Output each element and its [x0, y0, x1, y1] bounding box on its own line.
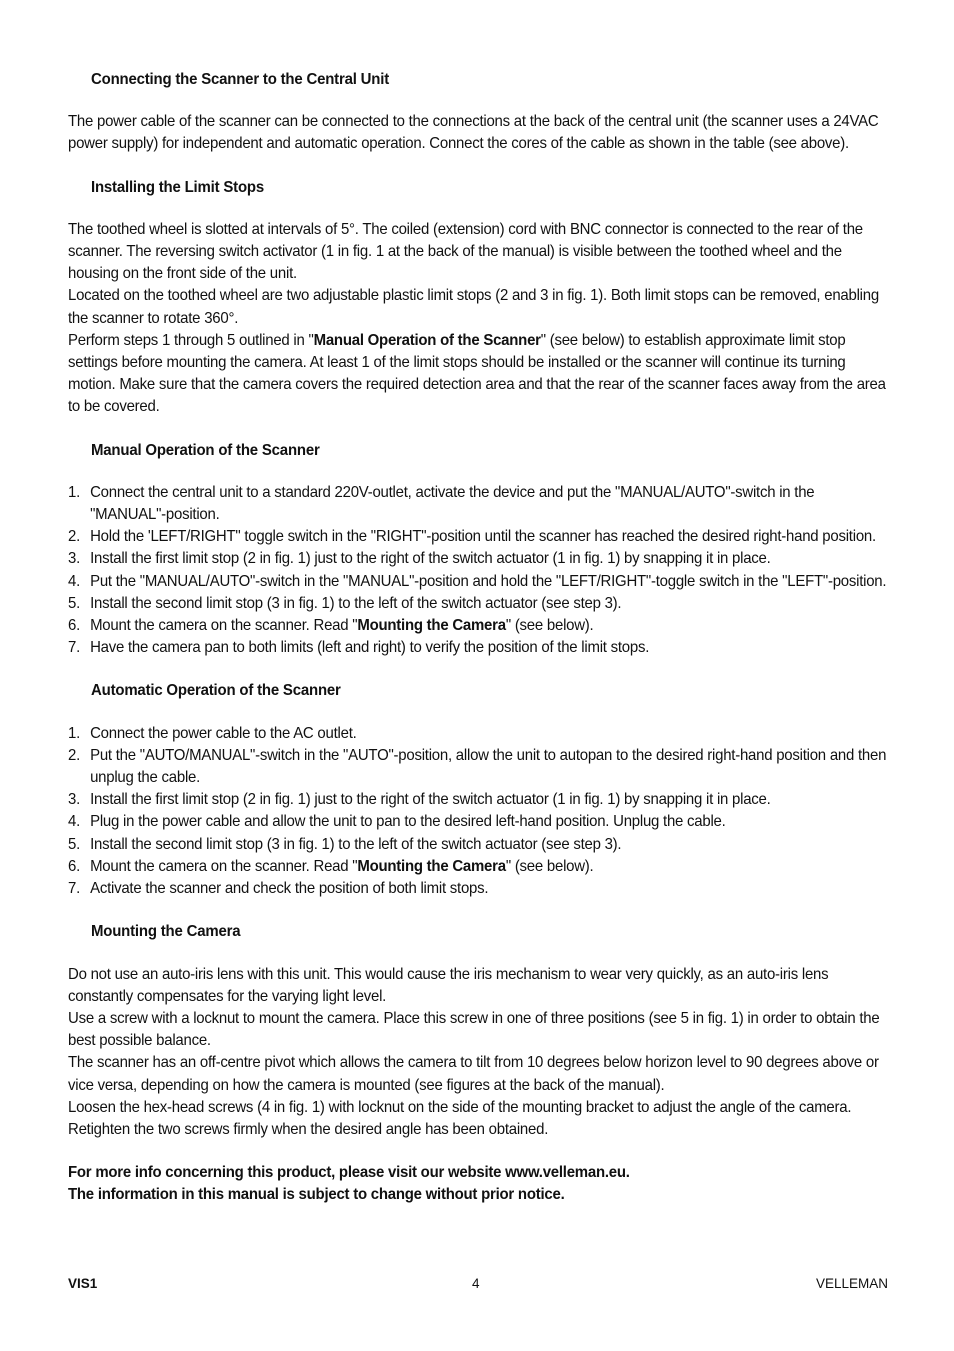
section-heading-limit-stops: Installing the Limit Stops [91, 178, 264, 196]
list-number: 7. [68, 639, 81, 657]
list-text: Connect the central unit to a standard 220V-outlet, activate the device and put the "MANUAL/AUTO"-switch in the "MANUAL"-position. [90, 483, 815, 524]
list-item [68, 811, 888, 833]
text-run: Mount the camera on the scanner. Read " [90, 857, 358, 875]
list-number: 2. [68, 528, 81, 546]
bold-reference: Mounting the Camera [357, 857, 506, 875]
section-heading-connecting: Connecting the Scanner to the Central Unit [91, 71, 390, 88]
manual-operation-list [68, 482, 888, 660]
list-text: Install the first limit stop (2 in fig. 1) just to the right of the switch actuator (1 in fig. 1) by snapping it in place. [90, 550, 771, 568]
list-text: Activate the scanner and check the position of both limit stops. [90, 880, 489, 898]
list-item [68, 745, 888, 789]
list-text: Hold the 'LEFT/RIGHT" toggle switch in the "RIGHT"-position until the scanner has reached the desired right-hand position. [90, 528, 876, 546]
list-item [68, 548, 888, 570]
list-number: 6. [68, 857, 81, 875]
text-run: " (see below) to establish approximate limit stop settings before mounting the camera. At least 1 of the limit stops should be installed or the scanner will continue its turning motion. Make sure that the camera covers the required detection area and that the rear of the scanner faces away from the area to be covered. [68, 331, 886, 416]
section-heading-manual-operation: Manual Operation of the Scanner [91, 441, 320, 459]
text-run: " (see below). [505, 857, 594, 875]
list-text: Put the "AUTO/MANUAL"-switch in the "AUTO"-position, allow the unit to autopan to the desired right-hand position and then unplug the cable. [90, 746, 887, 787]
limit-stops-text [68, 219, 888, 419]
list-text: Have the camera pan to both limits (left and right) to verify the position of the limit stops. [90, 639, 650, 657]
model-label: VIS1 [68, 1276, 98, 1291]
list-item [68, 834, 888, 856]
list-number: 5. [68, 835, 81, 853]
list-number: 4. [68, 572, 81, 590]
list-number: 3. [68, 791, 81, 809]
paragraph [68, 330, 888, 419]
list-item [68, 593, 888, 615]
list-number: 3. [68, 550, 81, 568]
automatic-operation-list [68, 723, 888, 901]
list-text: Connect the power cable to the AC outlet. [90, 724, 357, 742]
list-item [68, 723, 888, 745]
paragraph: Loosen the hex-head screws (4 in fig. 1) with locknut on the side of the mounting bracket to adjust the angle of the camera. Retighten the two screws firmly when the desired angle has been obtained. [68, 1098, 852, 1138]
page-number: 4 [472, 1276, 480, 1291]
list-item [68, 878, 888, 900]
paragraph: Located on the toothed wheel are two adjustable plastic limit stops (2 and 3 in fig. 1). Both limit stops can be removed, enabling the scanner to rotate 360°. [68, 287, 879, 327]
list-number: 2. [68, 746, 81, 764]
list-text: Plug in the power cable and allow the unit to pan to the desired left-hand position. Unplug the cable. [90, 813, 726, 831]
list-item [68, 526, 888, 548]
list-number: 1. [68, 724, 81, 742]
text-run: " (see below). [505, 617, 594, 635]
text-run: Mount the camera on the scanner. Read " [90, 617, 358, 635]
list-item [68, 571, 888, 593]
section-heading-mounting: Mounting the Camera [91, 923, 241, 941]
list-item [68, 789, 888, 811]
list-item [68, 637, 888, 659]
brand-label: VELLEMAN [815, 1276, 888, 1291]
paragraph: The scanner has an off-centre pivot which allows the camera to tilt from 10 degrees below horizon level to 90 degrees above or vice versa, depending on how the camera is mounted (see figures at the back of the manual). [68, 1054, 879, 1094]
list-number: 6. [68, 617, 81, 635]
notice-line: The information in this manual is subject to change without prior notice. [68, 1186, 565, 1204]
list-item [68, 482, 888, 526]
notice-line: For more info concerning this product, please visit our website www.velleman.eu. [68, 1164, 630, 1182]
list-item [68, 615, 888, 637]
list-text: Install the second limit stop (3 in fig. 1) to the left of the switch actuator (see step 3). [90, 835, 622, 853]
list-number: 7. [68, 880, 81, 898]
mounting-text [68, 964, 888, 1142]
connecting-paragraph [68, 111, 888, 155]
list-number: 1. [68, 483, 81, 501]
bold-reference: Mounting the Camera [357, 617, 506, 635]
paragraph: Do not use an auto-iris lens with this unit. This would cause the iris mechanism to wear very quickly, as an auto-iris lens constantly compensates for the varying light level. [68, 965, 829, 1005]
list-text: Install the first limit stop (2 in fig. 1) just to the right of the switch actuator (1 in fig. 1) by snapping it in place. [90, 791, 771, 809]
paragraph: The toothed wheel is slotted at intervals of 5°. The coiled (extension) cord with BNC connector is connected to the rear of the scanner. The reversing switch activator (1 in fig. 1 at the back of the manual) is visible between the toothed wheel and the housing on the front side of the unit. [68, 220, 863, 283]
list-number: 5. [68, 594, 81, 612]
list-text: Install the second limit stop (3 in fig. 1) to the left of the switch actuator (see step 3). [90, 594, 622, 612]
section-heading-automatic-operation: Automatic Operation of the Scanner [91, 682, 341, 700]
paragraph: Use a screw with a locknut to mount the camera. Place this screw in one of three positions (see 5 in fig. 1) in order to obtain the best possible balance. [68, 1009, 880, 1050]
manual-page [68, 69, 888, 1207]
list-number: 4. [68, 813, 81, 831]
list-text: Put the "MANUAL/AUTO"-switch in the "MANUAL"-position and hold the "LEFT/RIGHT"-toggle switch in the "LEFT"-position. [90, 572, 887, 590]
notice [68, 1162, 888, 1206]
bold-reference: Manual Operation of the Scanner [313, 331, 541, 349]
text-run: Perform steps 1 through 5 outlined in " [68, 331, 314, 349]
paragraph: The power cable of the scanner can be connected to the connections at the back of the central unit (the scanner uses a 24VAC power supply) for independent and automatic operation. Connect the cores of the cable as shown in the table (see above). [68, 113, 879, 153]
list-item [68, 856, 888, 878]
